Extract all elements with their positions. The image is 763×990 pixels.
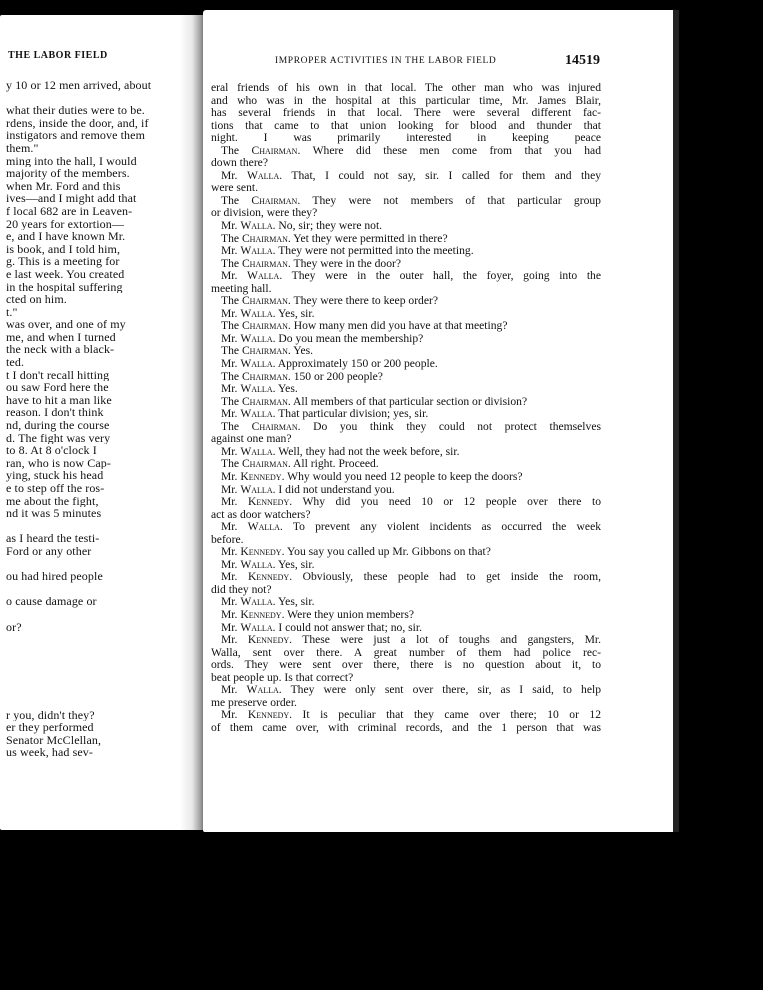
left-page-line: ives—and I might add that — [6, 192, 137, 205]
right-page-line: Mr. Kennedy. It is peculiar that they came over there; 10 or 12 — [221, 708, 602, 722]
left-page-line: Senator McClellan, — [6, 733, 102, 747]
right-page-line: Mr. Walla. I could not answer that; no, sir. — [221, 620, 423, 634]
right-page-line: act as door watchers? — [211, 507, 311, 521]
left-page-line: majority of the members. — [6, 167, 130, 180]
right-page-line: Mr. Walla. To prevent any violent incidents as occurred the week — [221, 520, 602, 534]
speaker-name: Walla. — [246, 168, 283, 182]
right-page-line: down there? — [211, 156, 268, 170]
right-page-line: me preserve order. — [211, 695, 297, 709]
left-page-line — [6, 633, 186, 646]
speaker-name: Kennedy. — [240, 545, 285, 559]
speaker-name: Walla. — [240, 407, 276, 421]
speaker-name: Kennedy. — [247, 570, 293, 584]
left-page-line: the neck with a black- — [6, 343, 115, 357]
left-page-line: or? — [6, 620, 22, 634]
right-page-line: Mr. Walla. Well, they had not the week before, sir. — [221, 444, 460, 458]
left-page-line: y 10 or 12 men arrived, about — [6, 79, 152, 92]
speaker-name: Walla. — [240, 620, 276, 634]
left-page-line: have to hit a man like — [6, 393, 112, 407]
left-page-line: when Mr. Ford and this — [6, 179, 121, 193]
left-page-line: me, and when I turned — [6, 330, 116, 344]
left-page-line: them." — [6, 141, 39, 155]
left-page-line: to 8. At 8 o'clock I — [6, 444, 97, 457]
left-page-line: e last week. You created — [6, 267, 125, 281]
speaker-name: Chairman. — [241, 256, 291, 270]
right-page-line: night. I was primarily interested in keeping peace — [211, 131, 601, 145]
right-page-line: Mr. Walla. That particular division; yes, sir. — [221, 407, 429, 421]
speaker-name: Kennedy. — [247, 708, 293, 722]
right-page-line: The Chairman. Yes. — [221, 344, 314, 358]
left-page-line: what their duties were to be. — [6, 104, 145, 117]
right-page-line: Mr. Walla. No, sir; they were not. — [221, 219, 383, 233]
left-page-line: t I don't recall hitting — [6, 368, 110, 382]
left-page-line: ted. — [6, 356, 25, 369]
left-page-line — [6, 520, 186, 533]
left-page-line — [6, 646, 186, 659]
left-page-line — [6, 658, 186, 671]
left-page-line: as I heard the testi- — [6, 532, 100, 545]
right-page-line: Mr. Walla. Yes, sir. — [221, 306, 315, 320]
left-page-line: 20 years for extortion— — [6, 217, 124, 231]
right-page-line: Mr. Kennedy. You say you called up Mr. Gibbons on that? — [221, 545, 491, 559]
left-page-line: t." — [6, 305, 18, 319]
right-page-line: and who was in the hospital at this particular time, Mr. James Blair, — [211, 93, 601, 107]
right-page — [203, 10, 676, 832]
right-page-line: Mr. Kennedy. Why would you need 12 people to keep the doors? — [221, 469, 523, 483]
right-page-line: ords. They were sent over there, there is no question about it, to — [211, 658, 601, 672]
speaker-name: Walla. — [240, 557, 276, 571]
speaker-name: Kennedy. — [240, 469, 285, 483]
right-page-line: Mr. Walla. Do you mean the membership? — [221, 331, 424, 345]
speaker-name: Chairman. — [251, 419, 301, 433]
speaker-name: Chairman. — [241, 231, 291, 245]
right-page-line: Mr. Kennedy. Were they union members? — [221, 607, 415, 621]
right-page-line: The Chairman. Where did these men come from that you had — [221, 143, 601, 157]
right-page-line: Walla, sent over there. A great number of them had police rec- — [211, 645, 601, 659]
right-page-line: did they not? — [211, 582, 272, 596]
left-page-line: ying, stuck his head — [6, 469, 104, 482]
speaker-name: Walla. — [240, 244, 276, 258]
left-page-line: ou saw Ford here the — [6, 381, 109, 394]
left-page-line: is book, and I told him, — [6, 242, 121, 256]
right-page-line: The Chairman. How many men did you have at that meeting? — [221, 319, 508, 333]
right-page-line: or division, were they? — [211, 206, 318, 220]
right-page-line: Mr. Kennedy. Obviously, these people had to get inside the room, — [221, 570, 601, 584]
left-page-line — [6, 583, 186, 596]
right-page-line: The Chairman. 150 or 200 people? — [221, 369, 383, 383]
speaker-name: Walla. — [247, 269, 283, 283]
speaker-name: Chairman. — [241, 294, 291, 308]
speaker-name: Walla. — [247, 520, 283, 534]
left-page-line — [6, 92, 186, 105]
left-page-line: ran, who is now Cap- — [6, 456, 111, 470]
left-page-line: me about the fight, — [6, 494, 99, 508]
left-page-line: in the hospital suffering — [6, 280, 123, 294]
left-page-line: ou had hired people — [6, 570, 103, 583]
right-page-line: tions that came to that union looking for blood and thunder that — [211, 118, 601, 132]
left-page-line: ming into the hall, I would — [6, 154, 137, 168]
speaker-name: Kennedy. — [247, 495, 293, 509]
right-page-line: has several friends in that local. There were several different fac- — [211, 106, 601, 120]
left-page-line: instigators and remove them — [6, 129, 146, 142]
right-page-line: The Chairman. They were in the door? — [221, 256, 402, 270]
page-number: 14519 — [565, 53, 600, 68]
right-page-line: Mr. Walla. Approximately 150 or 200 people. — [221, 357, 438, 371]
speaker-name: Chairman. — [241, 369, 291, 383]
left-running-header: THE LABOR FIELD — [8, 50, 108, 61]
left-page-line: rdens, inside the door, and, if — [6, 116, 149, 130]
right-page-line: Mr. Kennedy. Why did you need 10 or 12 people over there to — [221, 495, 601, 509]
left-page-line: nd it was 5 minutes — [6, 507, 102, 520]
left-page-line: g. This is a meeting for — [6, 255, 120, 268]
right-page-line: Mr. Walla. I did not understand you. — [221, 482, 395, 496]
right-page-text — [211, 82, 601, 734]
speaker-name: Chairman. — [251, 143, 301, 157]
left-page-line: e, and I have known Mr. — [6, 230, 126, 243]
right-page-line: against one man? — [211, 432, 292, 446]
left-page-line: o cause damage or — [6, 595, 97, 608]
speaker-name: Kennedy. — [240, 607, 285, 621]
left-page-line — [6, 558, 186, 571]
left-page-line: cted on him. — [6, 293, 67, 306]
left-page-line: e to step off the ros- — [6, 482, 105, 495]
right-page-line: Mr. Walla. They were in the outer hall, the foyer, going into the — [221, 269, 601, 283]
right-page-line: Mr. Walla. They were only sent over there, sir, as I said, to help — [221, 683, 601, 697]
speaker-name: Chairman. — [251, 193, 301, 207]
left-page-line — [6, 684, 186, 697]
speaker-name: Walla. — [240, 357, 276, 371]
speaker-name: Chairman. — [241, 457, 291, 471]
right-page-line: The Chairman. All right. Proceed. — [221, 457, 379, 471]
right-page-line: Mr. Kennedy. These were just a lot of toughs and gangsters, Mr. — [221, 633, 601, 647]
right-page-line: meeting hall. — [211, 281, 272, 295]
right-page-line: before. — [211, 532, 244, 546]
right-page-line: The Chairman. Do you think they could not protect themselves — [221, 419, 601, 433]
left-page-line — [6, 696, 186, 709]
left-page-line: er they performed — [6, 721, 94, 734]
right-running-header: IMPROPER ACTIVITIES IN THE LABOR FIELD — [275, 56, 497, 66]
speaker-name: Walla. — [240, 482, 276, 496]
left-page-line: f local 682 are in Leaven- — [6, 204, 133, 218]
left-page-line: d. The fight was very — [6, 431, 111, 445]
left-page-line — [6, 608, 186, 621]
right-page-line: The Chairman. Yet they were permitted in there? — [221, 231, 448, 245]
left-page-line: us week, had sev- — [6, 746, 94, 760]
page-edge — [673, 10, 679, 832]
left-page-line: was over, and one of my — [6, 318, 126, 331]
right-page-line: of them came over, with criminal records, and the 1 person that was — [211, 720, 601, 734]
speaker-name: Walla. — [240, 382, 276, 396]
right-page-line: Mr. Walla. Yes. — [221, 382, 298, 396]
right-page-line: Mr. Walla. They were not permitted into the meeting. — [221, 244, 474, 258]
left-page-line — [6, 671, 186, 684]
right-page-line: The Chairman. They were not members of that particular group — [221, 193, 601, 207]
left-page-line: reason. I don't think — [6, 406, 104, 420]
right-page-line: Mr. Walla. That, I could not say, sir. I called for them and they — [221, 168, 602, 182]
left-page-line: Ford or any other — [6, 544, 92, 558]
speaker-name: Walla. — [240, 219, 276, 233]
right-page-line: The Chairman. All members of that particular section or division? — [221, 394, 528, 408]
speaker-name: Chairman. — [241, 344, 291, 358]
speaker-name: Kennedy. — [247, 633, 293, 647]
speaker-name: Walla. — [240, 595, 276, 609]
right-page-line: The Chairman. They were there to keep order? — [221, 294, 439, 308]
speaker-name: Chairman. — [241, 319, 291, 333]
speaker-name: Walla. — [240, 444, 276, 458]
speaker-name: Walla. — [246, 683, 282, 697]
right-page-line: Mr. Walla. Yes, sir. — [221, 595, 315, 609]
right-page-line: beat people up. Is that correct? — [211, 670, 354, 684]
left-page-line: nd, during the course — [6, 419, 110, 432]
right-page-line: Mr. Walla. Yes, sir. — [221, 557, 315, 571]
left-page — [0, 15, 195, 830]
speaker-name: Walla. — [240, 331, 276, 345]
right-page-line: eral friends of his own in that local. The other man who was injured — [211, 81, 601, 94]
left-page-text — [6, 79, 186, 759]
speaker-name: Walla. — [240, 306, 276, 320]
left-page-line: r you, didn't they? — [6, 708, 95, 722]
speaker-name: Chairman. — [241, 394, 291, 408]
right-page-line: were sent. — [211, 181, 258, 195]
